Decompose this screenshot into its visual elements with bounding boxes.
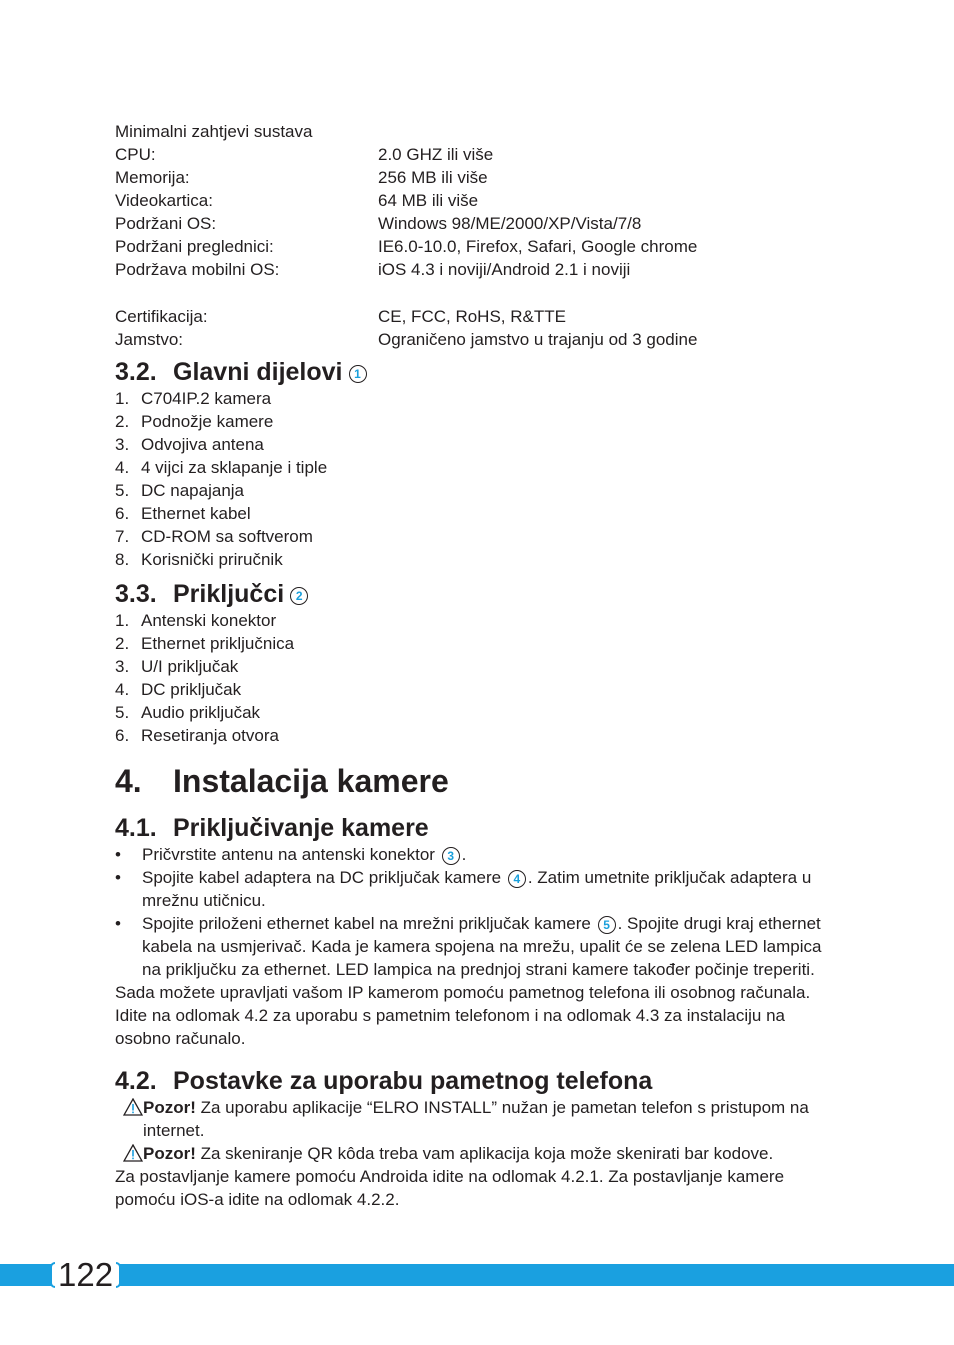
spec-label: Podržava mobilni OS: [115, 260, 280, 279]
warning-triangle-icon [115, 1096, 143, 1142]
specs-table [115, 143, 845, 281]
list-item-label: Antenski konektor [141, 611, 277, 630]
list-number: 6. [115, 504, 130, 523]
spec-value: 256 MB ili više [378, 168, 488, 187]
spec-label: Podržani preglednici: [115, 237, 274, 256]
list-item-label: Ethernet priključnica [141, 634, 295, 653]
section-3-2-heading: 3.2. Glavni dijelovi 1 [115, 357, 845, 387]
warning-note: Pozor! Za skeniranje QR kôda treba vam aplikacija koja može skenirati bar kodove. [115, 1142, 845, 1165]
list-item [115, 525, 845, 548]
list-item [115, 502, 845, 525]
specs-heading: Minimalni zahtjevi sustava [115, 122, 313, 141]
spec-row [115, 258, 845, 281]
list-item [115, 655, 845, 678]
list-item: • Spojite kabel adaptera na DC priključak kamere 4 . Zatim umetnite priključak adaptera u mrežnu utičnicu. [115, 868, 812, 910]
list-item: • Pričvrstite antenu na antenski konektor 3 . [115, 845, 467, 864]
spec-row [115, 235, 845, 258]
list-item [115, 632, 845, 655]
section-3-3-heading: 3.3. Priključci 2 [115, 579, 845, 609]
install-steps-list [115, 843, 845, 981]
list-number: 5. [115, 481, 130, 500]
list-item-label: Odvojiva antena [141, 435, 264, 454]
ref-circle-icon: 1 [349, 365, 367, 383]
list-number: 6. [115, 726, 130, 745]
spec-value: 64 MB ili više [378, 191, 479, 210]
section-4-2-heading: 4.2. Postavke za uporabu pametnog telefona [115, 1067, 653, 1095]
spec-row [115, 166, 845, 189]
spec-row [115, 328, 845, 351]
ref-circle-icon: 2 [290, 587, 308, 605]
ref-circle-icon: 5 [598, 916, 616, 934]
parts-list [115, 387, 845, 571]
spec-value: Ograničeno jamstvo u trajanju od 3 godine [378, 330, 698, 349]
warning-triangle-icon [115, 1142, 143, 1165]
list-item-label: Podnožje kamere [141, 412, 274, 431]
list-item-label: Korisnički priručnik [141, 550, 283, 569]
spec-value: IE6.0-10.0, Firefox, Safari, Google chrome [378, 237, 698, 256]
spec-row [115, 212, 845, 235]
list-item [115, 724, 845, 747]
list-item-label: CD-ROM sa softverom [141, 527, 313, 546]
ref-circle-icon: 3 [442, 847, 460, 865]
spec-row [115, 305, 845, 328]
list-item-label: DC napajanja [141, 481, 245, 500]
paragraph: Sada možete upravljati vašom IP kamerom pomoću pametnog telefona ili osobnog računala. Idite na odlomak 4.2 za uporabu s pametnim telefonom i na odlomak 4.3 za instalaciju na osobno računalo. [115, 983, 811, 1048]
list-number: 1. [115, 611, 130, 630]
list-item [115, 479, 845, 502]
page-number: 122 [52, 1258, 119, 1292]
ref-circle-icon: 4 [508, 870, 526, 888]
list-item [115, 548, 845, 571]
list-item-label: Ethernet kabel [141, 504, 251, 523]
spec-label: Videokartica: [115, 191, 213, 210]
connectors-list [115, 609, 845, 747]
list-item [115, 609, 845, 632]
footer-bar [0, 1264, 954, 1286]
warning-note: Pozor! Za uporabu aplikacije “ELRO INSTALL” nužan je pametan telefon s pristupom na internet. [115, 1096, 845, 1142]
specs-table-2 [115, 305, 845, 351]
spec-label: CPU: [115, 145, 156, 164]
spec-label: Podržani OS: [115, 214, 217, 233]
list-item [115, 678, 845, 701]
list-number: 8. [115, 550, 130, 569]
list-number: 2. [115, 634, 130, 653]
list-item-label: Resetiranja otvora [141, 726, 279, 745]
list-item [115, 410, 845, 433]
list-item [115, 433, 845, 456]
spec-value: iOS 4.3 i noviji/Android 2.1 i noviji [378, 260, 631, 279]
list-item-label: U/I priključak [141, 657, 239, 676]
paragraph: Za postavljanje kamere pomoću Androida idite na odlomak 4.2.1. Za postavljanje kamere pomoću iOS-a idite na odlomak 4.2.2. [115, 1167, 785, 1209]
page-content [115, 120, 845, 1211]
list-item-label: DC priključak [141, 680, 242, 699]
spec-value: 2.0 GHZ ili više [378, 145, 494, 164]
list-number: 5. [115, 703, 130, 722]
list-item-label: C704IP.2 kamera [141, 389, 272, 408]
spec-row [115, 143, 845, 166]
list-item [115, 387, 845, 410]
list-item: • Spojite priloženi ethernet kabel na mrežni priključak kamere 5 . Spojite drugi kraj ethernet kabela na usmjerivač. Kada je kamera spojena na mrežu, upalit će se zelena LED lampica na priključku za ethernet. LED lampica na prednjoj strani kamere također počinje treperiti. [115, 914, 822, 979]
list-number: 1. [115, 389, 130, 408]
list-number: 3. [115, 435, 130, 454]
list-item-label: 4 vijci za sklapanje i tiple [141, 458, 328, 477]
spec-label: Jamstvo: [115, 330, 184, 349]
spec-row [115, 189, 845, 212]
list-number: 4. [115, 458, 130, 477]
list-number: 4. [115, 680, 130, 699]
list-item-label: Audio priključak [141, 703, 261, 722]
spec-value: Windows 98/ME/2000/XP/Vista/7/8 [378, 214, 642, 233]
list-number: 2. [115, 412, 130, 431]
spec-label: Certifikacija: [115, 307, 208, 326]
section-4-1-heading: 4.1. Priključivanje kamere [115, 814, 429, 842]
chapter-4-heading: 4. Instalacija kamere [115, 763, 449, 799]
list-number: 3. [115, 657, 130, 676]
list-number: 7. [115, 527, 130, 546]
list-item [115, 701, 845, 724]
spec-label: Memorija: [115, 168, 190, 187]
spec-value: CE, FCC, RoHS, R&TTE [378, 307, 566, 326]
list-item [115, 456, 845, 479]
